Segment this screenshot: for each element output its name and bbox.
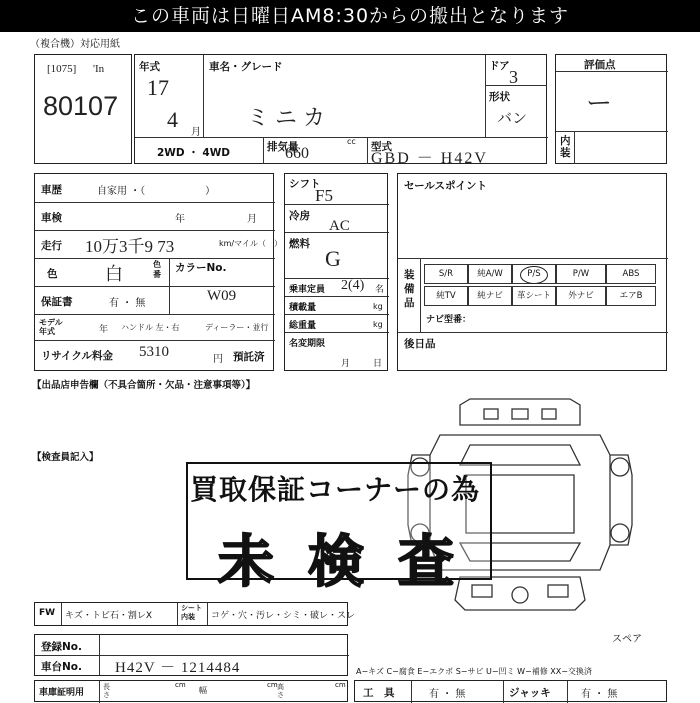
length-unit: cm xyxy=(175,681,186,689)
year-label: 年式 xyxy=(139,61,160,73)
damage-codes-row xyxy=(34,602,356,626)
mileage-value: 10万3千9 73 xyxy=(85,237,175,256)
recycle-unit: 円 xyxy=(213,354,223,365)
details-mid-block xyxy=(284,173,388,371)
jack-label: ジャッキ xyxy=(509,687,551,699)
pickup-notice-banner: この車両は日曜日AM8:30からの搬出となります xyxy=(0,0,700,32)
height-unit: cm xyxy=(335,681,346,689)
interior-label: 内装 xyxy=(560,135,571,159)
color-value: 白 xyxy=(105,264,123,284)
length-label: 長さ xyxy=(103,683,110,699)
history-value: 自家用 ・（ ） xyxy=(97,186,216,197)
shape-value: バン xyxy=(497,111,528,127)
fw-desc: キズ・トビ石・割レX xyxy=(65,611,152,621)
fuel-label: 燃料 xyxy=(289,238,310,250)
model-year-label: モデル年式 xyxy=(39,318,63,336)
lot-small-number: [1075] xyxy=(47,63,77,75)
color-no-value: W09 xyxy=(207,288,237,304)
width-label: 幅 xyxy=(199,686,207,695)
warranty-label: 保証書 xyxy=(41,296,73,308)
mileage-label: 走行 xyxy=(41,240,62,252)
equip-navi: 純ナビ xyxy=(468,286,512,306)
capacity-unit: 名 xyxy=(375,285,385,295)
door-value: 3 xyxy=(509,67,518,87)
details-left-block xyxy=(34,173,282,371)
tools-label: 工 具 xyxy=(363,687,395,699)
drive-label: 2WD ・ 4WD xyxy=(157,147,231,159)
equip-ps: P/S xyxy=(512,264,556,284)
gross-unit: kg xyxy=(373,320,383,329)
deadline-day: 日 xyxy=(373,359,383,369)
model-label: 型式 xyxy=(371,141,392,153)
warranty-value: 有 ・ 無 xyxy=(109,298,146,309)
car-name-value: ミニカ xyxy=(247,105,332,130)
sheet-desc: コゲ・穴・汚レ・シミ・破レ・スレ xyxy=(211,611,356,621)
score-box xyxy=(555,54,667,164)
deadline-label: 名変期限 xyxy=(289,339,326,349)
spare-label: スペア xyxy=(612,634,642,645)
tools-value: 有 ・ 無 xyxy=(429,689,466,700)
inspection-label: 車検 xyxy=(41,212,62,224)
registration-block xyxy=(34,634,348,676)
door-label: ドア xyxy=(489,60,510,72)
vin-label: 車台No. xyxy=(41,661,82,673)
lot-box xyxy=(34,54,132,164)
equip-abs: ABS xyxy=(606,264,656,284)
deadline-month: 月 xyxy=(341,359,351,369)
month-label: 月 xyxy=(191,127,201,138)
ac-label: 冷房 xyxy=(289,210,310,222)
inspector-label: 【検査員記入】 xyxy=(32,452,99,463)
shape-label: 形状 xyxy=(489,91,510,103)
vehicle-header-block xyxy=(134,54,547,167)
capacity-label: 乗車定員 xyxy=(289,285,326,295)
reg-label: 登録No. xyxy=(41,641,82,653)
score-value: ー xyxy=(586,89,613,118)
history-label: 車歴 xyxy=(41,184,62,196)
displacement-value: 660 xyxy=(285,145,309,162)
score-label: 評価点 xyxy=(584,59,616,71)
load-label: 積載量 xyxy=(289,303,317,313)
model-year-unit: 年 xyxy=(99,325,109,335)
equipment-label: 装備品 xyxy=(404,269,415,309)
gross-label: 総重量 xyxy=(289,321,317,331)
lot-small-suffix: 'In xyxy=(93,63,105,75)
vin-value: H42V － 1214484 xyxy=(115,660,241,676)
equip-ext-navi: 外ナビ xyxy=(556,286,606,306)
year-value: 17 xyxy=(147,75,169,100)
dealer-label: ディーラー・並行 xyxy=(205,323,269,332)
details-right-block xyxy=(397,173,667,371)
recycle-value: 5310 xyxy=(139,344,169,360)
recycle-status: 預託済 xyxy=(233,351,265,363)
ps-circle-mark xyxy=(520,266,548,284)
load-unit: kg xyxy=(373,302,383,311)
shift-value: F5 xyxy=(315,186,333,205)
inspection-year: 年 xyxy=(175,214,185,225)
tools-block xyxy=(354,680,667,702)
width-unit: cm xyxy=(267,681,278,689)
color-label: 色 xyxy=(47,268,58,280)
equip-airbag: エアB xyxy=(606,286,656,306)
damage-legend: A−キズ C−腐食 E−エクボ S−サビ U−凹ミ W−補修 XX−交換済 xyxy=(356,667,592,676)
equip-leather: 革シート xyxy=(512,286,556,306)
stamp-top-text: 買取保証コーナーの為 xyxy=(190,473,481,506)
displacement-unit: cc xyxy=(347,137,356,146)
color-no-label: カラーNo. xyxy=(175,262,227,274)
color-number-label: 色番 xyxy=(153,260,161,279)
height-label: 高さ xyxy=(277,683,284,699)
ac-value: AC xyxy=(329,218,350,234)
cert-label: 車庫証明用 xyxy=(39,688,85,698)
sheet-label: シート内装 xyxy=(181,604,202,621)
displacement-label: 排気量 xyxy=(267,141,299,153)
fw-label: FW xyxy=(39,608,56,618)
extra-label: 後日品 xyxy=(404,338,436,350)
capacity-value: 2(4) xyxy=(341,278,365,293)
notes-label: 【出品店申告欄（不具合箇所・欠品・注意事項等）】 xyxy=(32,380,256,391)
navi-label: ナビ型番： xyxy=(426,315,472,325)
equip-sr: S/R xyxy=(424,264,468,284)
inspection-month: 月 xyxy=(247,214,257,225)
car-name-label: 車名・グレード xyxy=(209,61,283,73)
uninspected-stamp xyxy=(186,462,492,595)
month-value: 4 xyxy=(167,107,178,132)
fuel-value: G xyxy=(325,246,341,271)
handle-label: ハンドル 左・右 xyxy=(121,323,180,332)
model-value: GBD － H42V xyxy=(371,150,488,167)
sales-point-label: セールスポイント xyxy=(404,180,488,192)
recycle-label: リサイクル料金 xyxy=(41,350,114,362)
equip-aw: 純A/W xyxy=(468,264,512,284)
equip-tv: 純TV xyxy=(424,286,468,306)
shift-label: シフト xyxy=(289,178,321,190)
jack-value: 有 ・ 無 xyxy=(581,689,618,700)
equip-pw: P/W xyxy=(556,264,606,284)
lot-number: 80107 xyxy=(43,91,119,121)
form-type-label: （複合機）対応用紙 xyxy=(30,39,120,50)
garage-cert-block xyxy=(34,680,348,702)
stamp-big-text: 未検査 xyxy=(218,530,488,595)
mileage-unit: km/マイル（ ） xyxy=(219,239,282,248)
